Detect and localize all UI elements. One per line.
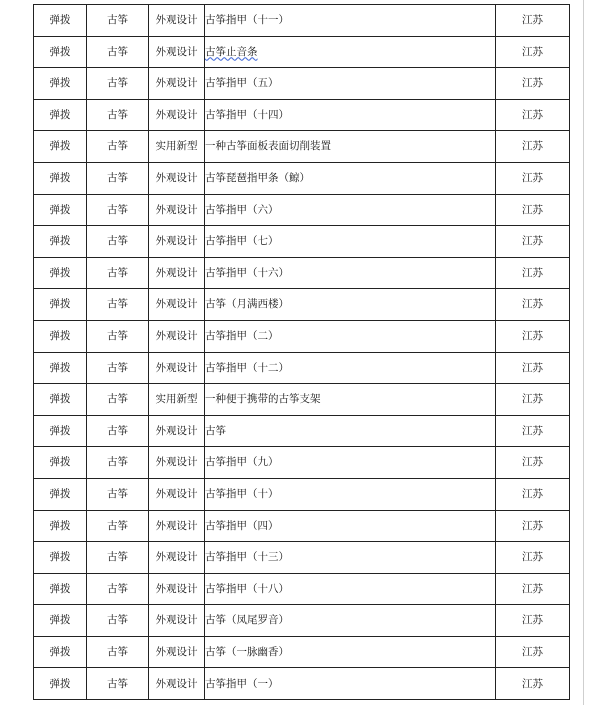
cell-instrument (87, 131, 149, 163)
cell-province-text: 江苏 (522, 519, 543, 532)
cell-province (496, 36, 570, 68)
cell-patent-name (205, 131, 496, 163)
cell-category (34, 384, 87, 416)
cell-province-text: 江苏 (522, 298, 543, 311)
cell-patent-kind (149, 5, 205, 37)
table-row (34, 668, 570, 700)
cell-patent-kind-text: 外观设计 (155, 203, 198, 216)
cell-patent-kind-text: 外观设计 (155, 329, 198, 342)
cell-patent-kind (149, 668, 205, 700)
cell-category-text: 弹拨 (49, 329, 71, 342)
cell-patent-kind (149, 320, 205, 352)
table-row (34, 257, 570, 289)
cell-category-text: 弹拨 (49, 551, 71, 564)
cell-patent-kind-text: 外观设计 (155, 487, 198, 500)
cell-instrument (87, 352, 149, 384)
table-row (34, 542, 570, 574)
cell-patent-name-text: 古筝指甲（十二） (205, 361, 289, 374)
cell-category-text: 弹拨 (49, 393, 71, 406)
cell-category (34, 320, 87, 352)
table-row (34, 5, 570, 37)
cell-province-text: 江苏 (522, 551, 543, 564)
table-row (34, 478, 570, 510)
cell-instrument-text: 古筝 (107, 519, 128, 532)
cell-province (496, 162, 570, 194)
cell-category (34, 226, 87, 258)
cell-patent-kind (149, 36, 205, 68)
cell-instrument (87, 320, 149, 352)
cell-patent-name (205, 636, 496, 668)
cell-patent-name (205, 99, 496, 131)
cell-province-text: 江苏 (522, 393, 543, 406)
cell-category-text: 弹拨 (49, 298, 71, 311)
cell-category-text: 弹拨 (49, 203, 71, 216)
cell-instrument (87, 5, 149, 37)
cell-province (496, 384, 570, 416)
cell-patent-kind (149, 68, 205, 100)
cell-category-text: 弹拨 (49, 172, 71, 185)
cell-category-text: 弹拨 (49, 487, 71, 500)
cell-province (496, 542, 570, 574)
cell-category (34, 447, 87, 479)
cell-instrument-text: 古筝 (107, 393, 128, 406)
cell-patent-name-text: 一种便于携带的古筝支架 (205, 393, 321, 406)
cell-instrument (87, 289, 149, 321)
cell-patent-name-text: 古筝指甲（一） (205, 677, 279, 690)
cell-patent-kind (149, 257, 205, 289)
cell-category (34, 636, 87, 668)
cell-patent-kind-text: 外观设计 (155, 456, 198, 469)
cell-patent-name (205, 257, 496, 289)
cell-patent-name (205, 36, 496, 68)
cell-patent-kind (149, 415, 205, 447)
cell-instrument-text: 古筝 (107, 298, 128, 311)
cell-instrument-text: 古筝 (107, 45, 128, 58)
table-row (34, 605, 570, 637)
cell-patent-name-text: 古筝止音条 (205, 45, 258, 58)
cell-category (34, 289, 87, 321)
cell-instrument (87, 194, 149, 226)
cell-patent-kind-text: 外观设计 (155, 551, 198, 564)
cell-instrument (87, 573, 149, 605)
cell-patent-kind-text: 外观设计 (155, 582, 198, 595)
cell-patent-kind-text: 外观设计 (155, 108, 198, 121)
cell-category-text: 弹拨 (49, 361, 71, 374)
cell-patent-name-text: 古筝指甲（十三） (205, 551, 289, 564)
cell-patent-name (205, 320, 496, 352)
cell-province-text: 江苏 (522, 677, 543, 690)
cell-category (34, 478, 87, 510)
cell-category-text: 弹拨 (49, 456, 71, 469)
cell-province-text: 江苏 (522, 203, 543, 216)
patent-table (33, 4, 570, 700)
cell-patent-kind-text: 外观设计 (155, 172, 198, 185)
cell-province-text: 江苏 (522, 582, 543, 595)
cell-instrument-text: 古筝 (107, 645, 128, 658)
cell-patent-name (205, 5, 496, 37)
cell-patent-name (205, 162, 496, 194)
table-row (34, 510, 570, 542)
cell-instrument (87, 510, 149, 542)
table-row (34, 384, 570, 416)
cell-category-text: 弹拨 (49, 108, 71, 121)
cell-patent-kind (149, 289, 205, 321)
cell-category (34, 415, 87, 447)
cell-patent-kind (149, 510, 205, 542)
cell-category-text: 弹拨 (49, 645, 71, 658)
cell-patent-name (205, 510, 496, 542)
cell-category-text: 弹拨 (49, 77, 71, 90)
cell-category (34, 99, 87, 131)
cell-patent-name-text: 古筝指甲（十八） (205, 582, 289, 595)
cell-patent-name-text: 古筝指甲（二） (205, 329, 279, 342)
cell-category-text: 弹拨 (49, 519, 71, 532)
cell-category-text: 弹拨 (49, 424, 71, 437)
cell-patent-name-text: 古筝（一脉幽香） (205, 645, 289, 658)
cell-province (496, 226, 570, 258)
cell-category (34, 5, 87, 37)
cell-instrument (87, 415, 149, 447)
cell-patent-kind (149, 478, 205, 510)
cell-patent-name-text: 一种古筝面板表面切削装置 (205, 140, 331, 153)
cell-province (496, 289, 570, 321)
cell-patent-name (205, 668, 496, 700)
cell-patent-kind (149, 447, 205, 479)
cell-patent-name (205, 226, 496, 258)
cell-instrument-text: 古筝 (107, 77, 128, 90)
cell-province-text: 江苏 (522, 645, 543, 658)
cell-instrument-text: 古筝 (107, 266, 128, 279)
cell-patent-kind (149, 162, 205, 194)
cell-province-text: 江苏 (522, 487, 543, 500)
cell-province (496, 605, 570, 637)
cell-category-text: 弹拨 (49, 140, 71, 153)
cell-patent-kind-text: 外观设计 (155, 77, 198, 90)
cell-province-text: 江苏 (522, 424, 543, 437)
cell-category (34, 36, 87, 68)
cell-instrument (87, 668, 149, 700)
cell-province-text: 江苏 (522, 456, 543, 469)
table-row (34, 162, 570, 194)
cell-province (496, 131, 570, 163)
cell-category (34, 542, 87, 574)
cell-patent-kind-text: 外观设计 (155, 266, 198, 279)
cell-category-text: 弹拨 (49, 235, 71, 248)
cell-province-text: 江苏 (522, 140, 543, 153)
cell-category (34, 668, 87, 700)
cell-province-text: 江苏 (522, 235, 543, 248)
cell-patent-name (205, 447, 496, 479)
cell-patent-name-text: 古筝（凤尾罗音） (205, 614, 289, 627)
cell-instrument-text: 古筝 (107, 329, 128, 342)
cell-patent-kind (149, 542, 205, 574)
cell-instrument-text: 古筝 (107, 235, 128, 248)
cell-category (34, 257, 87, 289)
cell-patent-kind (149, 99, 205, 131)
cell-patent-name (205, 68, 496, 100)
cell-category (34, 194, 87, 226)
cell-province (496, 415, 570, 447)
cell-province-text: 江苏 (522, 77, 543, 90)
cell-province (496, 352, 570, 384)
cell-patent-kind (149, 573, 205, 605)
cell-province-text: 江苏 (522, 172, 543, 185)
cell-category (34, 68, 87, 100)
cell-patent-kind (149, 605, 205, 637)
cell-category-text: 弹拨 (49, 266, 71, 279)
cell-province (496, 668, 570, 700)
cell-patent-kind-text: 外观设计 (155, 45, 198, 58)
cell-category (34, 352, 87, 384)
cell-instrument-text: 古筝 (107, 14, 128, 27)
cell-patent-name-text: 古筝指甲（十一） (205, 14, 289, 27)
cell-patent-name-text: 古筝指甲（九） (205, 456, 279, 469)
cell-patent-name-text: 古筝琵琶指甲条（鲸） (205, 172, 310, 185)
cell-province (496, 573, 570, 605)
cell-instrument-text: 古筝 (107, 487, 128, 500)
cell-patent-name (205, 573, 496, 605)
cell-instrument (87, 68, 149, 100)
cell-instrument (87, 36, 149, 68)
cell-patent-kind (149, 636, 205, 668)
cell-patent-name (205, 415, 496, 447)
cell-instrument-text: 古筝 (107, 582, 128, 595)
cell-patent-kind (149, 131, 205, 163)
cell-province-text: 江苏 (522, 45, 543, 58)
cell-patent-kind-text: 外观设计 (155, 361, 198, 374)
cell-instrument-text: 古筝 (107, 677, 128, 690)
cell-patent-name-text: 古筝指甲（七） (205, 235, 279, 248)
cell-instrument (87, 542, 149, 574)
cell-patent-kind-text: 外观设计 (155, 424, 198, 437)
cell-patent-name (205, 289, 496, 321)
cell-province-text: 江苏 (522, 14, 543, 27)
cell-patent-name-text: 古筝指甲（十） (205, 487, 279, 500)
table-row (34, 226, 570, 258)
table-row (34, 68, 570, 100)
cell-patent-name-text: 古筝指甲（六） (205, 203, 279, 216)
cell-province (496, 68, 570, 100)
table-row (34, 636, 570, 668)
cell-instrument (87, 636, 149, 668)
cell-province-text: 江苏 (522, 108, 543, 121)
cell-category-text: 弹拨 (49, 614, 71, 627)
cell-patent-name (205, 605, 496, 637)
cell-instrument (87, 257, 149, 289)
cell-patent-kind-text: 实用新型 (155, 393, 198, 406)
cell-category-text: 弹拨 (49, 582, 71, 595)
cell-instrument-text: 古筝 (107, 551, 128, 564)
cell-instrument-text: 古筝 (107, 361, 128, 374)
cell-province (496, 447, 570, 479)
cell-patent-kind-text: 外观设计 (155, 235, 198, 248)
cell-province (496, 257, 570, 289)
cell-province (496, 478, 570, 510)
cell-instrument (87, 447, 149, 479)
table-row (34, 352, 570, 384)
table-row (34, 131, 570, 163)
cell-province-text: 江苏 (522, 361, 543, 374)
table-row (34, 415, 570, 447)
cell-patent-kind-text: 外观设计 (155, 14, 198, 27)
cell-province (496, 194, 570, 226)
cell-province-text: 江苏 (522, 266, 543, 279)
cell-instrument-text: 古筝 (107, 614, 128, 627)
cell-patent-name-text: 古筝（月满西楼） (205, 298, 289, 311)
cell-instrument (87, 384, 149, 416)
cell-category (34, 573, 87, 605)
cell-patent-kind (149, 194, 205, 226)
cell-patent-name (205, 194, 496, 226)
cell-patent-name (205, 352, 496, 384)
cell-instrument-text: 古筝 (107, 203, 128, 216)
cell-instrument (87, 99, 149, 131)
cell-category (34, 605, 87, 637)
cell-patent-name-text: 古筝指甲（五） (205, 77, 279, 90)
cell-patent-kind-text: 外观设计 (155, 614, 198, 627)
cell-patent-kind-text: 外观设计 (155, 298, 198, 311)
cell-province (496, 5, 570, 37)
cell-instrument (87, 478, 149, 510)
cell-instrument (87, 226, 149, 258)
cell-patent-kind (149, 384, 205, 416)
patent-table-body (34, 5, 570, 700)
cell-patent-name-text: 古筝 (205, 424, 226, 437)
table-row (34, 289, 570, 321)
table-row (34, 99, 570, 131)
table-row (34, 320, 570, 352)
cell-patent-kind-text: 外观设计 (155, 677, 198, 690)
table-row (34, 194, 570, 226)
cell-category-text: 弹拨 (49, 14, 71, 27)
cell-patent-name-text: 古筝指甲（四） (205, 519, 279, 532)
table-row (34, 573, 570, 605)
cell-instrument (87, 605, 149, 637)
cell-instrument-text: 古筝 (107, 424, 128, 437)
table-row (34, 447, 570, 479)
table-row (34, 36, 570, 68)
cell-province-text: 江苏 (522, 329, 543, 342)
cell-patent-kind-text: 实用新型 (155, 140, 198, 153)
cell-category (34, 162, 87, 194)
cell-patent-name-text: 古筝指甲（十六） (205, 266, 289, 279)
cell-patent-kind (149, 352, 205, 384)
cell-patent-name (205, 478, 496, 510)
cell-instrument-text: 古筝 (107, 456, 128, 469)
cell-instrument-text: 古筝 (107, 172, 128, 185)
cell-province (496, 636, 570, 668)
cell-province-text: 江苏 (522, 614, 543, 627)
cell-instrument (87, 162, 149, 194)
cell-category-text: 弹拨 (49, 45, 71, 58)
cell-instrument-text: 古筝 (107, 108, 128, 121)
cell-category (34, 131, 87, 163)
cell-category (34, 510, 87, 542)
cell-province (496, 320, 570, 352)
cell-patent-kind-text: 外观设计 (155, 519, 198, 532)
cell-patent-name (205, 542, 496, 574)
cell-category-text: 弹拨 (49, 677, 71, 690)
cell-instrument-text: 古筝 (107, 140, 128, 153)
cell-patent-name-text: 古筝指甲（十四） (205, 108, 289, 121)
cell-province (496, 510, 570, 542)
cell-patent-kind-text: 外观设计 (155, 645, 198, 658)
page-margin-line (583, 0, 584, 705)
cell-patent-kind (149, 226, 205, 258)
cell-patent-name (205, 384, 496, 416)
cell-province (496, 99, 570, 131)
